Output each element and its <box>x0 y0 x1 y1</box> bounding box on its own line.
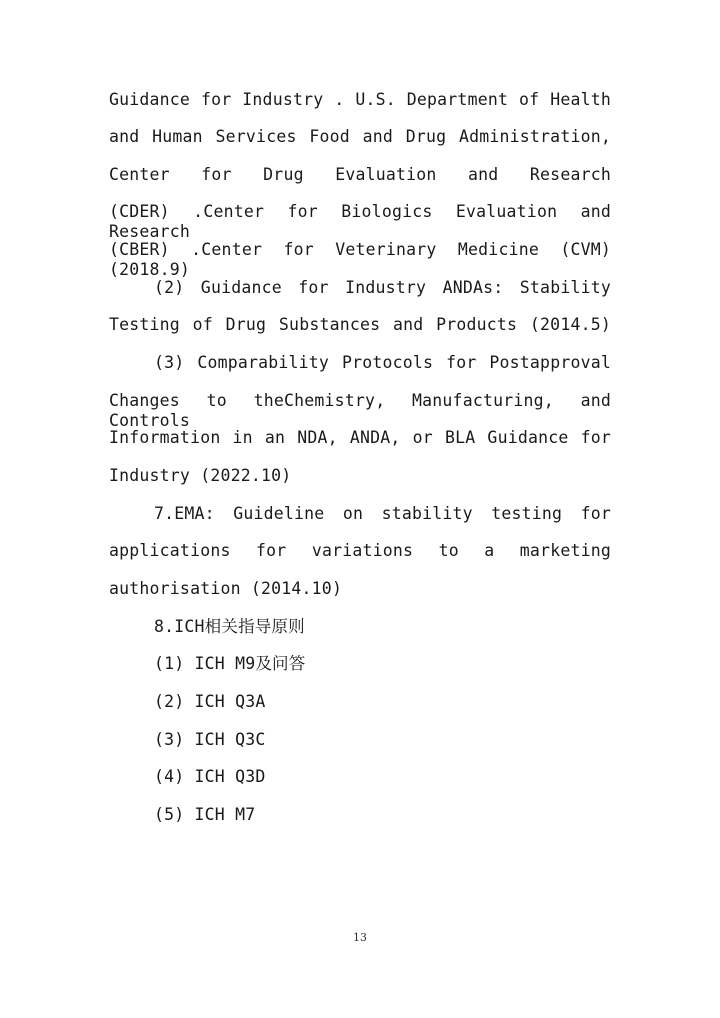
text-line: Testing of Drug Substances and Products (2014.5) <box>109 315 611 334</box>
text-line: Industry (2022.10) <box>109 466 292 485</box>
list-item: (2) ICH Q3A <box>154 692 266 711</box>
list-item: (5) ICH M7 <box>154 805 256 824</box>
text-line: applications for variations to a marketing <box>109 541 611 560</box>
text-line: (2) Guidance for Industry ANDAs: Stability <box>154 278 611 297</box>
text-line: Changes to theChemistry, Manufacturing, and Controls <box>109 391 611 430</box>
text-line: 7.EMA: Guideline on stability testing for <box>154 504 611 523</box>
text-line: and Human Services Food and Drug Administration, <box>109 127 611 146</box>
list-item: (1) ICH M9及问答 <box>154 654 306 673</box>
text-line: (CDER) .Center for Biologics Evaluation and Research <box>109 202 611 241</box>
page-number: 13 <box>353 931 367 944</box>
text-line: Center for Drug Evaluation and Research <box>109 165 611 184</box>
text-line: (3) Comparability Protocols for Postapproval <box>154 353 611 372</box>
text-line: authorisation (2014.10) <box>109 579 343 598</box>
text-line: (CBER) .Center for Veterinary Medicine (CVM) (2018.9) <box>109 240 611 279</box>
list-item: (4) ICH Q3D <box>154 767 266 786</box>
text-line: Information in an NDA, ANDA, or BLA Guidance for <box>109 428 611 447</box>
list-item: (3) ICH Q3C <box>154 730 266 749</box>
text-line: Guidance for Industry . U.S. Department of Health <box>109 90 611 109</box>
section-heading: 8.ICH相关指导原则 <box>154 617 305 636</box>
